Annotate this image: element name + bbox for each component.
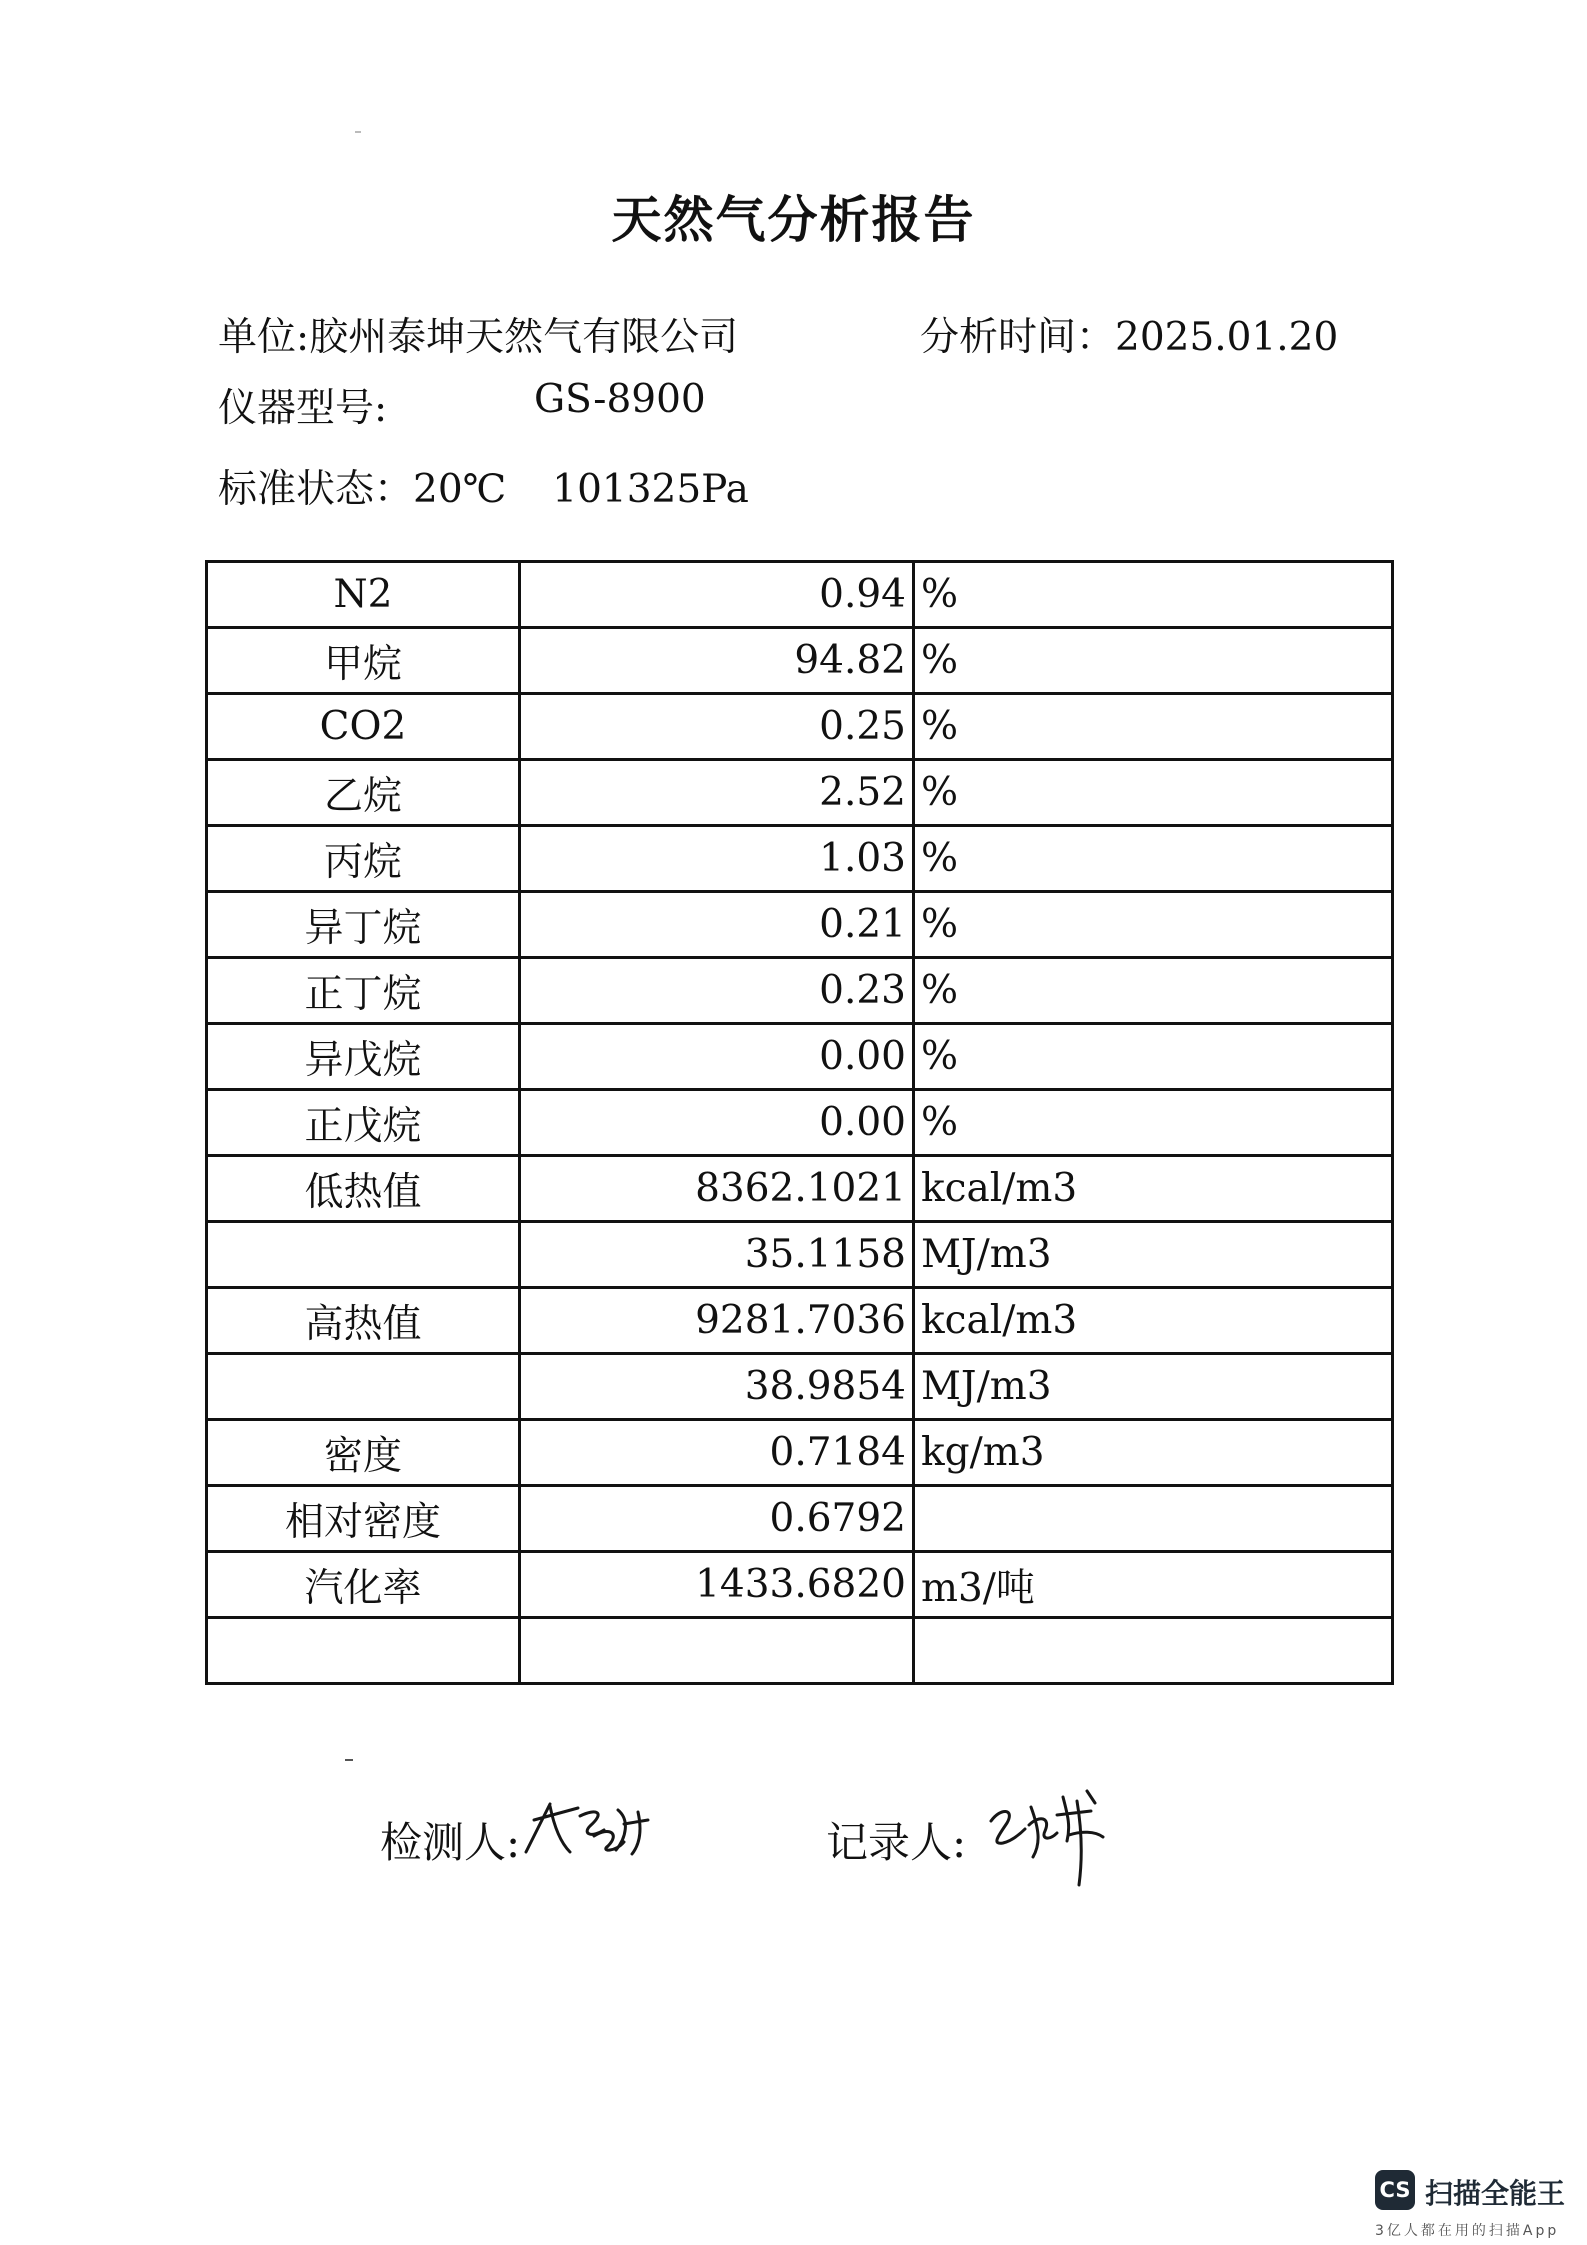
- parameter-value-cell: 35.1158: [520, 1222, 914, 1288]
- parameter-name-cell: 低热值: [207, 1156, 520, 1222]
- parameter-name-cell: 密度: [207, 1420, 520, 1486]
- recorder-label: 记录人:: [826, 1818, 967, 1867]
- parameter-unit-cell: [914, 1618, 1393, 1684]
- parameter-value-cell: 0.25: [520, 694, 914, 760]
- parameter-name-cell: 正戊烷: [207, 1090, 520, 1156]
- table-row: [207, 1486, 1393, 1552]
- parameter-unit-cell: %: [914, 892, 1393, 958]
- parameter-unit-cell: kcal/m3: [914, 1288, 1393, 1354]
- inspector-signature: [520, 1790, 660, 1860]
- table-row: [207, 760, 1393, 826]
- parameter-value-cell: 9281.7036: [520, 1288, 914, 1354]
- parameter-value-cell: 8362.1021: [520, 1156, 914, 1222]
- unit-line: 单位:胶州泰坤天然气有限公司: [218, 315, 739, 360]
- parameter-unit-cell: %: [914, 562, 1393, 628]
- table-row: [207, 694, 1393, 760]
- parameter-unit-cell: kcal/m3: [914, 1156, 1393, 1222]
- table-row: [207, 1354, 1393, 1420]
- parameter-value-cell: 1.03: [520, 826, 914, 892]
- parameter-value-cell: 2.52: [520, 760, 914, 826]
- table-row: [207, 1156, 1393, 1222]
- scanner-tagline: 3亿人都在用的扫描App: [1375, 2223, 1560, 2239]
- table-row: [207, 1090, 1393, 1156]
- report-title: 天然气分析报告: [611, 191, 976, 249]
- parameter-name-cell: [207, 1222, 520, 1288]
- table-row: [207, 1420, 1393, 1486]
- parameter-name-cell: [207, 1618, 520, 1684]
- parameter-name-cell: CO2: [207, 694, 520, 760]
- standard-state-line: [218, 458, 749, 514]
- parameter-value-cell: [520, 1618, 914, 1684]
- parameter-name-cell: [207, 1354, 520, 1420]
- table-row: [207, 1222, 1393, 1288]
- instrument-label: 仪器型号:: [218, 386, 388, 431]
- parameter-unit-cell: %: [914, 1090, 1393, 1156]
- instrument-model: GS-8900: [534, 377, 706, 422]
- parameter-value-cell: 1433.6820: [520, 1552, 914, 1618]
- table-row: [207, 1618, 1393, 1684]
- table-row: [207, 562, 1393, 628]
- parameter-unit-cell: %: [914, 826, 1393, 892]
- parameter-unit-cell: MJ/m3: [914, 1222, 1393, 1288]
- parameter-name-cell: 相对密度: [207, 1486, 520, 1552]
- parameter-unit-cell: %: [914, 760, 1393, 826]
- recorder-signature: [985, 1785, 1125, 1895]
- instrument-line: [218, 377, 706, 433]
- parameter-name-cell: 乙烷: [207, 760, 520, 826]
- table-row: [207, 958, 1393, 1024]
- parameter-value-cell: 0.21: [520, 892, 914, 958]
- scan-speck: [355, 131, 361, 133]
- scanner-app-name: 扫描全能王: [1425, 2177, 1566, 2210]
- table-row: [207, 1552, 1393, 1618]
- table-row: [207, 1288, 1393, 1354]
- parameter-value-cell: 0.00: [520, 1090, 914, 1156]
- table-row: [207, 1024, 1393, 1090]
- standard-pressure: 101325Pa: [552, 467, 749, 512]
- parameter-value-cell: 0.6792: [520, 1486, 914, 1552]
- parameter-unit-cell: kg/m3: [914, 1420, 1393, 1486]
- parameter-value-cell: 0.7184: [520, 1420, 914, 1486]
- parameter-unit-cell: MJ/m3: [914, 1354, 1393, 1420]
- parameter-value-cell: 38.9854: [520, 1354, 914, 1420]
- parameter-value-cell: 0.94: [520, 562, 914, 628]
- parameter-value-cell: 0.00: [520, 1024, 914, 1090]
- parameter-value-cell: 0.23: [520, 958, 914, 1024]
- parameter-name-cell: 正丁烷: [207, 958, 520, 1024]
- table-row: [207, 826, 1393, 892]
- analysis-time: 分析时间：2025.01.20: [920, 315, 1339, 360]
- table-row: [207, 892, 1393, 958]
- parameter-unit-cell: %: [914, 694, 1393, 760]
- parameter-name-cell: N2: [207, 562, 520, 628]
- table-row: [207, 628, 1393, 694]
- scanner-logo-icon: CS: [1375, 2170, 1415, 2210]
- parameter-unit-cell: %: [914, 1024, 1393, 1090]
- parameter-name-cell: 高热值: [207, 1288, 520, 1354]
- parameter-unit-cell: %: [914, 958, 1393, 1024]
- parameter-unit-cell: m3/吨: [914, 1552, 1393, 1618]
- parameter-value-cell: 94.82: [520, 628, 914, 694]
- parameter-unit-cell: %: [914, 628, 1393, 694]
- parameter-name-cell: 异丁烷: [207, 892, 520, 958]
- parameter-name-cell: 丙烷: [207, 826, 520, 892]
- scan-speck: [345, 1759, 353, 1761]
- parameter-unit-cell: [914, 1486, 1393, 1552]
- parameter-name-cell: 甲烷: [207, 628, 520, 694]
- analysis-table-body: [207, 562, 1393, 1684]
- analysis-table: [205, 560, 1394, 1685]
- parameter-name-cell: 汽化率: [207, 1552, 520, 1618]
- parameter-name-cell: 异戊烷: [207, 1024, 520, 1090]
- inspector-label: 检测人:: [380, 1818, 521, 1867]
- standard-state-label: 标准状态：20℃: [218, 467, 507, 512]
